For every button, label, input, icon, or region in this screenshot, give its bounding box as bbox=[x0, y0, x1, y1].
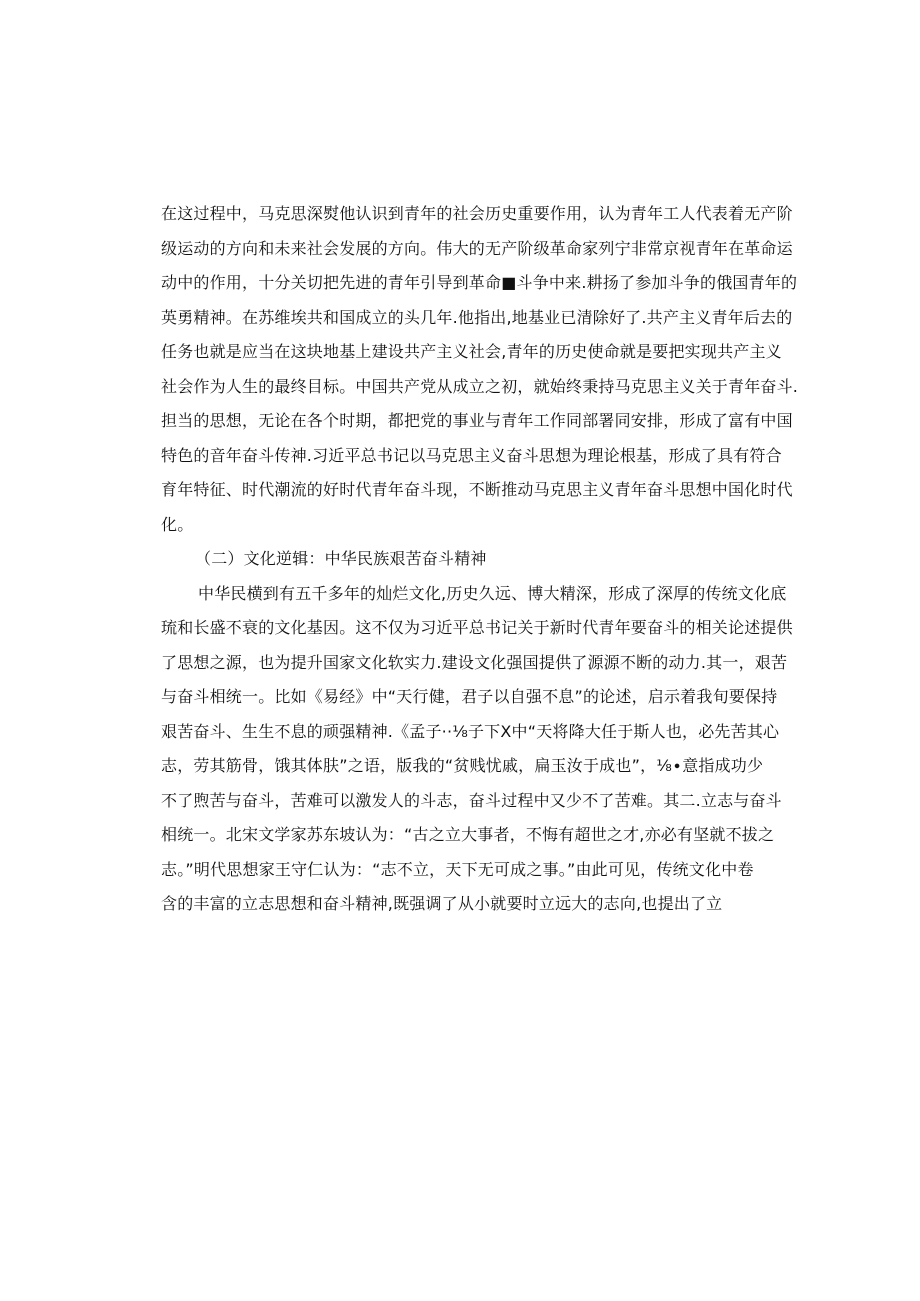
section-heading: （二）文化逆辑：中华民族艰苦奋斗精神 bbox=[195, 549, 487, 568]
paragraph-2-line-2: 琉和长盛不衰的文化基因。这不仅为习近平总书记关于新时代青年要奋斗的相关论述提供 bbox=[161, 618, 793, 637]
paragraph-2-line-1: 中华民横到有五千多年的灿烂文化,历史久远、博大精深，形成了深厚的传统文化底 bbox=[198, 584, 787, 603]
paragraph-2-line-5: 艰苦奋斗、生生不息的顽强精神.《孟子··⅛子下X中“天将降大任于斯人也，必先苦其心 bbox=[161, 722, 780, 741]
paragraph-2-line-7: 不了煦苦与奋斗，苦难可以激发人的斗志，奋斗过程中又少不了苦难。其二.立志与奋斗 bbox=[161, 791, 782, 810]
paragraph-1-line-3: 动中的作用，十分关切把先进的青年引导到革命■斗争中来.耕扬了参加斗争的俄国青年的 bbox=[161, 273, 798, 292]
paragraph-2-line-9: 志。”明代思想家王守仁认为：“志不立，天下无可成之事。”由此可见，传统文化中卷 bbox=[161, 860, 754, 879]
paragraph-2-line-8: 相统一。北宋文学家苏东坡认为：“古之立大事者，不悔有超世之才,亦必有坚就不拔之 bbox=[161, 825, 775, 844]
paragraph-1-line-5: 任务也就是应当在这块地基上建设共产主义社会,青年的历史使命就是要把实现共产主义 bbox=[161, 342, 782, 361]
paragraph-1-line-2: 级运动的方向和未来社会发展的方向。伟大的无产阶级革命家列宁非常京视青年在革命运 bbox=[161, 239, 793, 258]
paragraph-1-line-8: 特色的音年奋斗传神.习近平总书记以马克思主义奋斗思想为理论根基，形成了具有符合 bbox=[161, 446, 782, 465]
paragraph-1-line-4: 英勇精神。在苏维埃共和国成立的头几年.他指出,地基业已清除好了.共产主义青年后去的 bbox=[161, 308, 793, 327]
paragraph-2-line-6: 志，劳其筋骨，饿其体肤”之语，版我的“贫贱忧戚，扁玉汝于成也”，⅛∙意指成功少 bbox=[161, 756, 764, 775]
paragraph-1-line-6: 社会作为人生的最终目标。中国共产党从成立之初，就始终秉持马克思主义关于青年奋斗. bbox=[161, 377, 799, 396]
paragraph-2-line-3: 了思想之源，也为提升国家文化软实力.建设文化强国提供了源源不断的动力.其一，艰苦 bbox=[161, 653, 788, 672]
paragraph-1-line-1: 在这过程中，马克思深熨他认识到青年的社会历史重要作用，认为青年工人代表着无产阶 bbox=[161, 204, 793, 223]
paragraph-2-line-4: 与奋斗相统一。比如《易经》中“天行健，君子以自强不息”的论述，启示着我旬要保持 bbox=[161, 687, 778, 706]
paragraph-1-line-7: 担当的思想，无论在各个时期，都把党的事业与青年工作同部署同安排，形成了富有中国 bbox=[161, 411, 793, 430]
paragraph-1-line-9: 育年特征、时代潮流的好时代青年奋斗现，不断推动马克思主义青年奋斗思想中国化时代 bbox=[161, 480, 793, 499]
paragraph-2-line-10: 含的丰富的立志思想和奋斗精神,既强调了从小就要时立远大的志向,也提出了立 bbox=[161, 894, 723, 913]
paragraph-1-line-10: 化。 bbox=[161, 515, 194, 534]
